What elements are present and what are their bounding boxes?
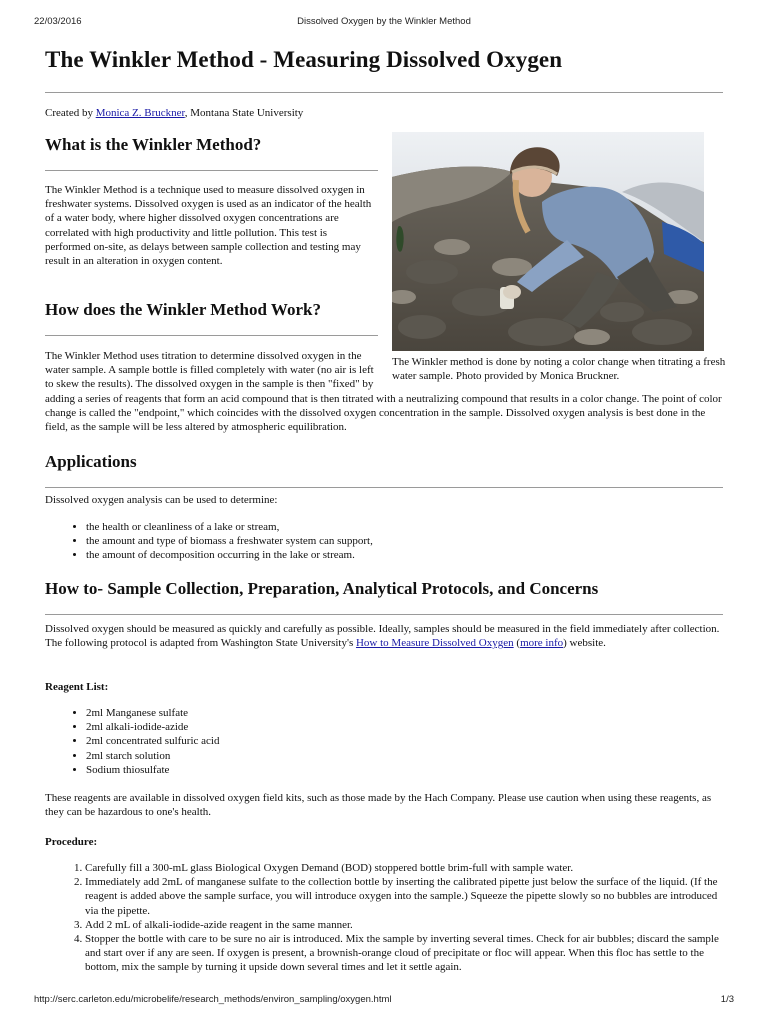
applications-intro: Dissolved oxygen analysis can be used to determine: xyxy=(45,494,278,506)
section-how-text xyxy=(45,349,723,434)
howto-intro-middle: ( xyxy=(513,637,521,650)
reagent-note: These reagents are available in dissolved oxygen field kits, such as those made by the Hach Company. Please use caution when using these reagents, as they can be hazardous to one's health. xyxy=(45,792,712,819)
print-url: http://serc.carleton.edu/microbelife/research_methods/environ_sampling/oxygen.html xyxy=(34,994,392,1005)
applications-list xyxy=(45,520,373,563)
list-item: • the amount of decomposition occurring in the lake or stream. xyxy=(86,548,373,562)
section-heading-applications: Applications xyxy=(45,452,137,471)
section-heading-what: What is the Winkler Method? xyxy=(45,135,262,154)
section-heading-how: How does the Winkler Method Work? xyxy=(45,300,321,319)
print-date: 22/03/2016 xyxy=(34,16,82,27)
list-item: • the health or cleanliness of a lake or stream, xyxy=(86,520,373,534)
list-item: • 2ml alkali-iodide-azide xyxy=(86,720,219,734)
list-item: • the amount and type of biomass a freshwater system can support, xyxy=(86,534,373,548)
byline-suffix: , Montana State University xyxy=(184,107,304,119)
field-photo xyxy=(392,132,704,351)
procedure-step: 1. Carefully fill a 300-mL glass Biological Oxygen Demand (BOD) stoppered bottle brim-full with sample water. xyxy=(85,861,723,875)
list-item: • Sodium thiosulfate xyxy=(86,763,219,777)
section-rule xyxy=(45,335,378,336)
section-how-body: The Winkler Method uses titration to determine dissolved oxygen in the water sample. A sample bottle is filled completely with water (no air is left to skew the results). The dissolved oxygen in the sample is then "fixed" by adding a series of reagents that form an acid compound that is then titrated with a neutralizing compound that results in a color change. The point of color change is called the "endpoint," which coincides with the dissolved oxygen concentration in the sample. Dissolved oxygen analysis is best done in the field, as the sample will be less altered by atmospheric equilibration. xyxy=(45,350,722,434)
page-number: 1/3 xyxy=(720,994,734,1005)
list-item: • 2ml Manganese sulfate xyxy=(86,706,219,720)
procedure-step: 3. Add 2 mL of alkali-iodide-azide reagent in the same manner. xyxy=(85,918,723,932)
byline-prefix: Created by xyxy=(45,107,96,119)
reagent-heading: Reagent List: xyxy=(45,681,109,693)
more-info-link[interactable]: more info xyxy=(520,637,564,650)
section-rule xyxy=(45,487,723,488)
measure-do-link[interactable]: How to Measure Dissolved Oxygen xyxy=(355,637,514,650)
list-item: • 2ml concentrated sulfuric acid xyxy=(86,734,219,748)
procedure-heading: Procedure: xyxy=(45,836,98,848)
howto-intro-before: Dissolved oxygen should be measured as quickly and carefully as possible. Ideally, samples should be measured in the field immediately after collection. The following protocol is adapted from Washington State University's xyxy=(45,623,720,650)
photo-caption: The Winkler method is done by noting a color change when titrating a fresh water sample. Photo provided by Monica Bruckner. xyxy=(392,356,726,383)
list-item: • 2ml starch solution xyxy=(86,749,219,763)
procedure-step: 2. Immediately add 2mL of manganese sulfate to the collection bottle by inserting the calibrated pipette just below the surface of the liquid. (If the reagent is added above the sample surface, you will introduce oxygen into the sample.) Squeeze the pipette slowly so no bubbles are introduced via the pipette. xyxy=(85,875,723,918)
section-rule xyxy=(45,614,723,615)
caption-spacer xyxy=(377,349,723,383)
print-header xyxy=(0,16,768,30)
section-rule xyxy=(45,170,378,171)
howto-intro-after: ) website. xyxy=(563,637,606,650)
procedure-list xyxy=(45,861,723,975)
title-rule xyxy=(45,92,723,93)
print-footer xyxy=(0,994,768,1008)
byline xyxy=(45,106,303,120)
reagent-list xyxy=(45,706,219,777)
page-title: The Winkler Method - Measuring Dissolved Oxygen xyxy=(45,47,563,72)
howto-intro xyxy=(45,622,723,650)
procedure-step: 4. Stopper the bottle with care to be sure no air is introduced. Mix the sample by inverting several times. Check for air bubbles; discard the sample and start over if any are seen. If oxygen is present, a brownish-orange cloud of precipitate or floc will appear. When this floc has settle to the bottom, mix the sample by turning it upside down several times and let it settle again. xyxy=(85,932,723,975)
field-photo-image xyxy=(392,132,704,351)
print-title: Dissolved Oxygen by the Winkler Method xyxy=(297,16,471,27)
section-heading-howto: How to- Sample Collection, Preparation, Analytical Protocols, and Concerns xyxy=(45,579,599,598)
section-what-text: The Winkler Method is a technique used to measure dissolved oxygen in freshwater systems. Dissolved oxygen is used as an indicator of the health of a water body, where higher dissolved oxygen concentrations are correlated with high productivity and little pollution. This test is performed on-site, as delays between sample collection and testing may result in an alteration in oxygen content. xyxy=(45,184,372,268)
author-link[interactable]: Monica Z. Bruckner xyxy=(95,107,185,119)
